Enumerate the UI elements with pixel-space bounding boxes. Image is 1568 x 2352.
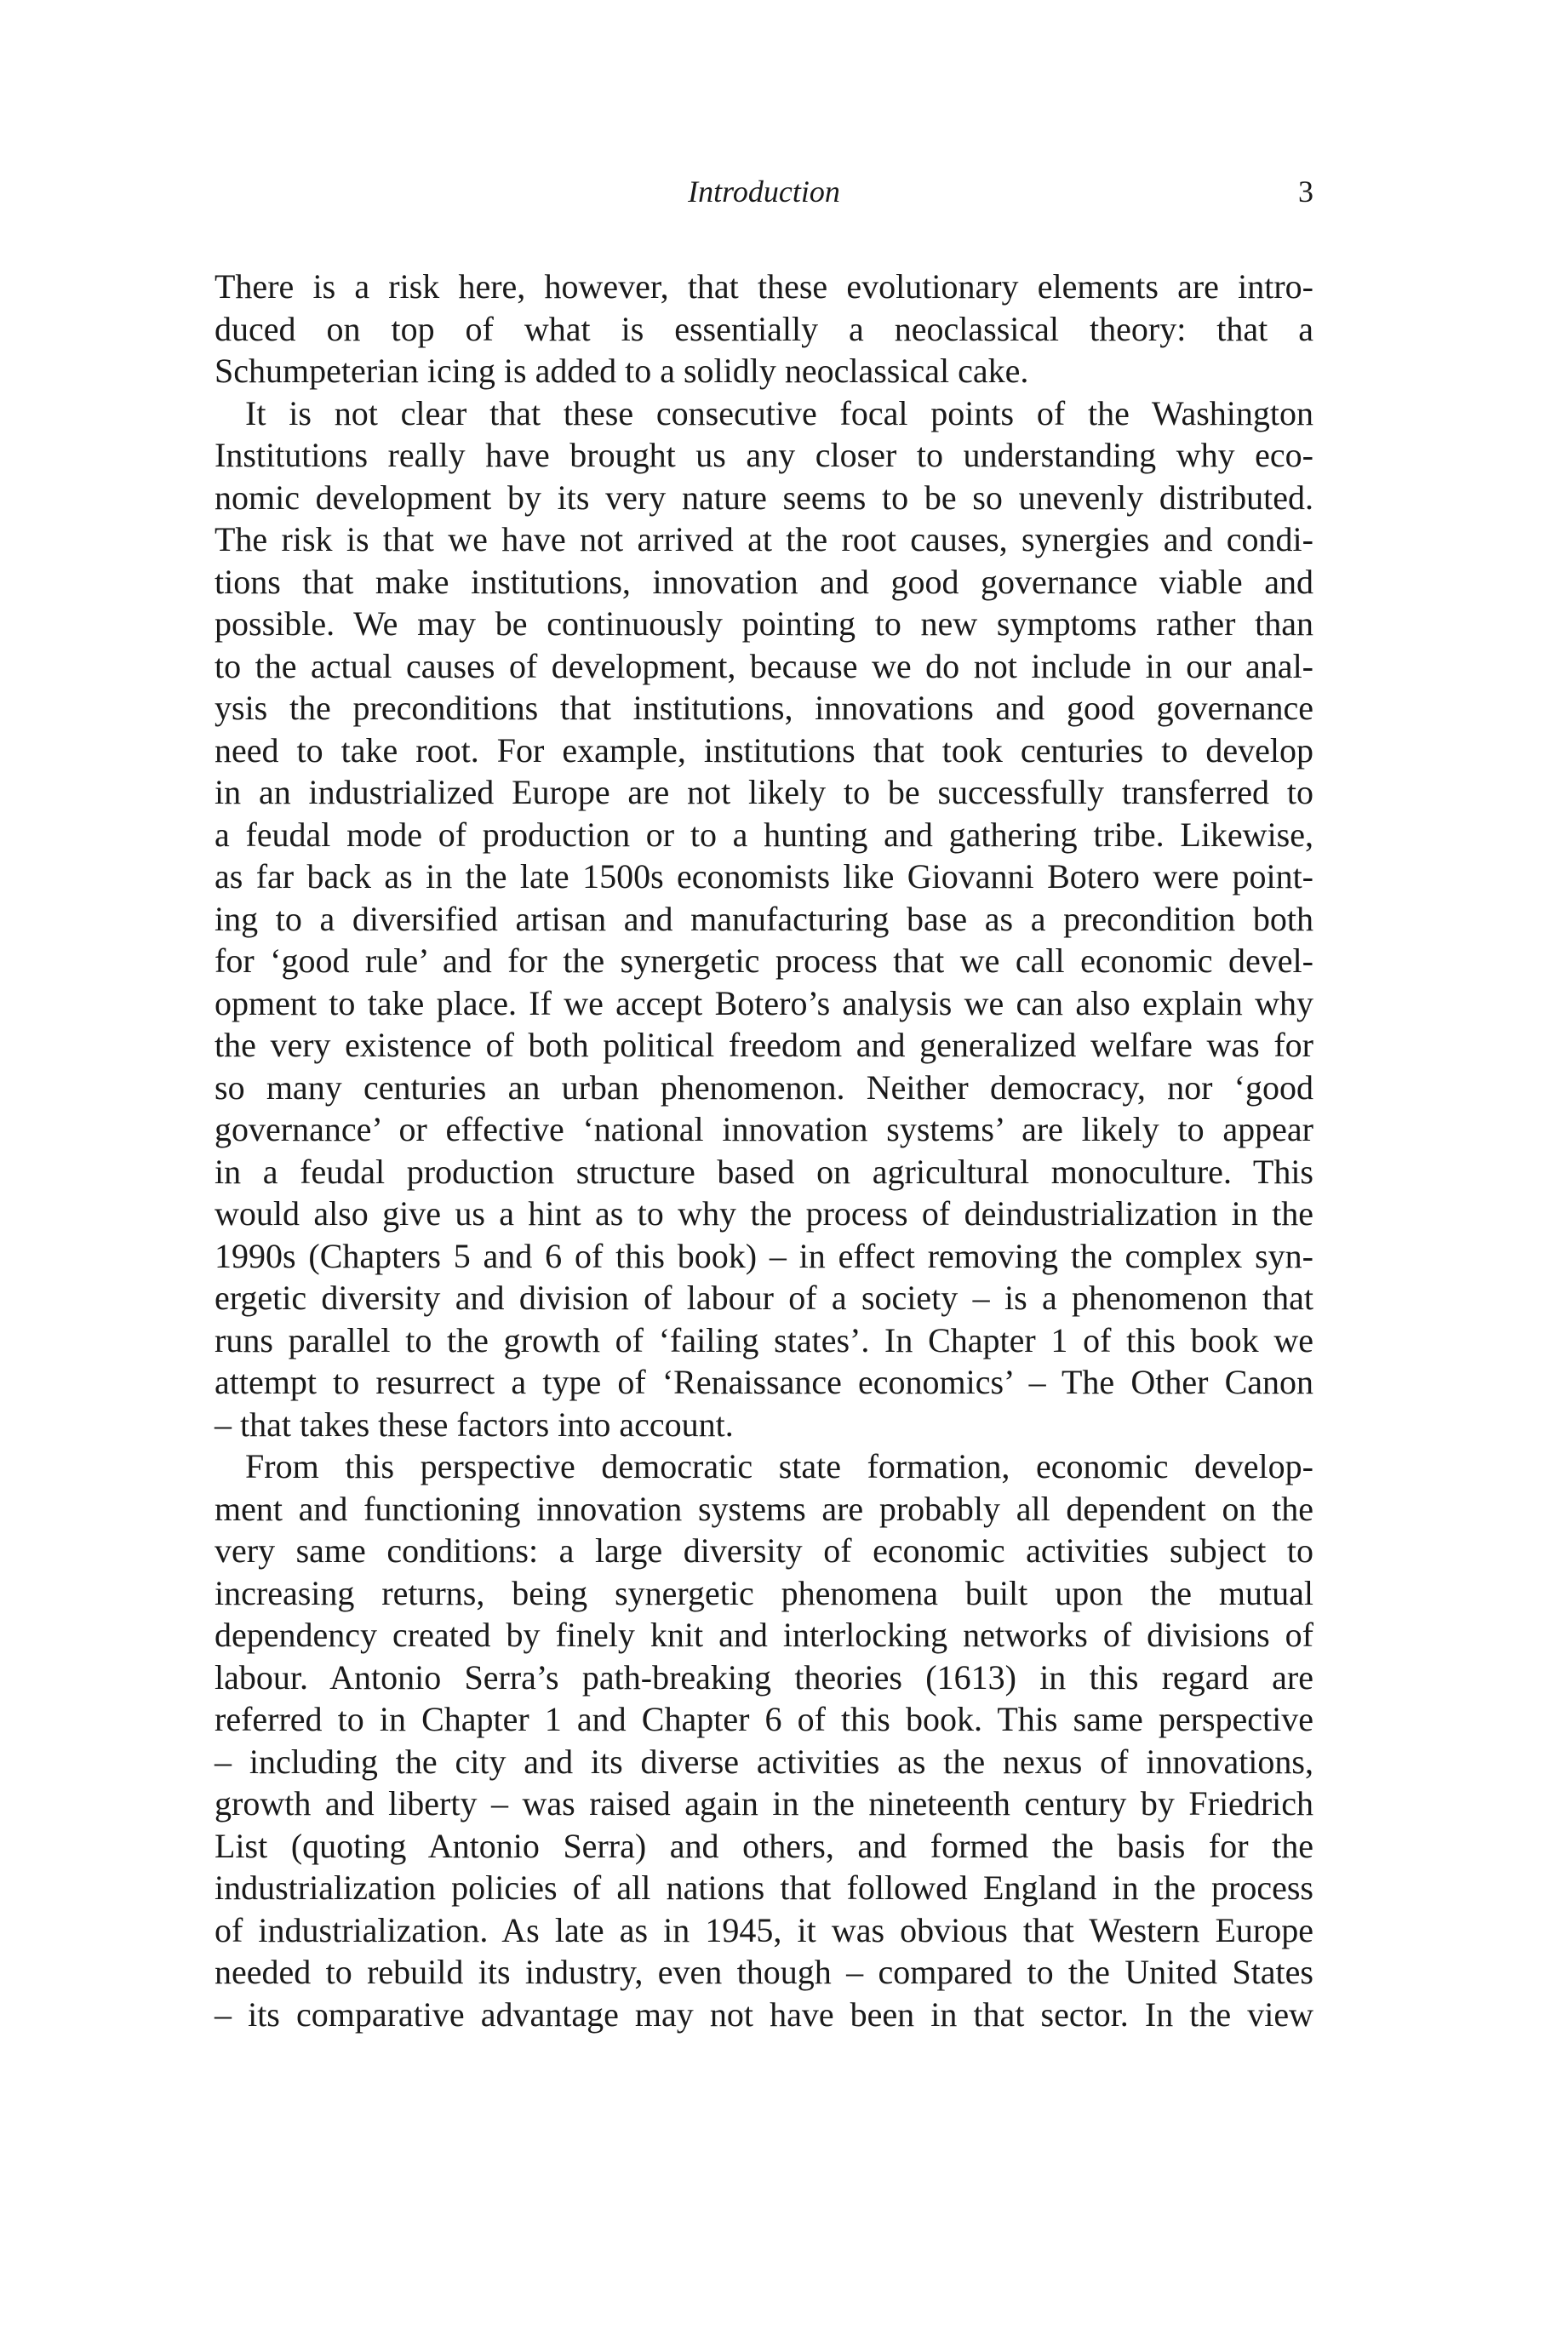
text-line: ysis the preconditions that institutions, innovations and good governance (215, 689, 1313, 727)
text-line: a feudal mode of production or to a hunting and gathering tribe. Likewise, (215, 815, 1313, 854)
text-line: increasing returns, being synergetic phenomena built upon the mutual (215, 1573, 1313, 1612)
text-line: growth and liberty – was raised again in the nineteenth century by Friedrich (215, 1784, 1313, 1823)
text-line: attempt to resurrect a type of ‘Renaissance economics’ – The Other Canon (215, 1363, 1313, 1401)
text-line: ergetic diversity and division of labour of a society – is a phenomenon that (215, 1279, 1313, 1317)
paragraph (215, 392, 1313, 1446)
text-line: to the actual causes of development, because we do not include in our anal- (215, 646, 1313, 685)
paragraph (215, 1445, 1313, 2035)
text-line: of industrialization. As late as in 1945, it was obvious that Western Europe (215, 1910, 1313, 1949)
text-line: It is not clear that these consecutive focal points of the Washington (245, 393, 1313, 432)
text-line: for ‘good rule’ and for the synergetic process that we call economic devel- (215, 941, 1313, 980)
text-line: From this perspective democratic state formation, economic develop- (245, 1447, 1313, 1485)
text-line: duced on top of what is essentially a neoclassical theory: that a (215, 309, 1313, 348)
text-line: – that takes these factors into account. (215, 1405, 734, 1444)
text-line: very same conditions: a large diversity of economic activities subject to (215, 1531, 1313, 1570)
text-line: industrialization policies of all nations that followed England in the process (215, 1868, 1313, 1907)
text-line: opment to take place. If we accept Botero’s analysis we can also explain why (215, 983, 1313, 1022)
running-head (215, 170, 1313, 213)
page-number: 3 (1298, 175, 1313, 209)
text-line: labour. Antonio Serra’s path-breaking theories (1613) in this regard are (215, 1657, 1313, 1697)
text-line: dependency created by finely knit and interlocking networks of divisions of (215, 1616, 1313, 1654)
text-line: referred to in Chapter 1 and Chapter 6 of this book. This same perspective (215, 1700, 1313, 1738)
text-line: governance’ or effective ‘national innovation systems’ are likely to appear (215, 1110, 1313, 1148)
text-line: – its comparative advantage may not have been in that sector. In the view (215, 1994, 1313, 2034)
text-line: so many centuries an urban phenomenon. Neither democracy, nor ‘good (215, 1067, 1313, 1107)
text-line: ment and functioning innovation systems are probably all dependent on the (215, 1489, 1313, 1528)
body-text (215, 266, 1313, 2035)
running-head-title: Introduction (688, 175, 840, 209)
paragraph (215, 266, 1313, 392)
text-line: 1990s (Chapters 5 and 6 of this book) – in effect removing the complex syn- (215, 1236, 1313, 1275)
text-line: need to take root. For example, institutions that took centuries to develop (215, 730, 1313, 770)
text-line: in an industrialized Europe are not likely to be successfully transferred to (215, 773, 1313, 811)
text-line: needed to rebuild its industry, even though – compared to the United States (215, 1953, 1313, 1991)
text-line: Schumpeterian icing is added to a solidly neoclassical cake. (215, 352, 1029, 390)
text-line: the very existence of both political freedom and generalized welfare was for (215, 1026, 1313, 1064)
text-line: Institutions really have brought us any closer to understanding why eco- (215, 436, 1313, 474)
text-line: ing to a diversified artisan and manufacturing base as a precondition both (215, 899, 1313, 938)
text-line: runs parallel to the growth of ‘failing states’. In Chapter 1 of this book we (215, 1320, 1313, 1359)
text-line: List (quoting Antonio Serra) and others, and formed the basis for the (215, 1826, 1313, 1865)
text-line: would also give us a hint as to why the process of deindustrialization in the (215, 1194, 1313, 1233)
text-line: – including the city and its diverse activities as the nexus of innovations, (215, 1742, 1313, 1781)
text-line: as far back as in the late 1500s economists like Giovanni Botero were point- (215, 857, 1313, 896)
text-line: possible. We may be continuously pointing to new symptoms rather than (215, 604, 1313, 643)
text-line: nomic development by its very nature seems to be so unevenly distributed. (215, 478, 1313, 517)
text-line: There is a risk here, however, that these evolutionary elements are intro- (215, 267, 1313, 306)
text-line: tions that make institutions, innovation and good governance viable and (215, 562, 1313, 601)
text-line: The risk is that we have not arrived at the root causes, synergies and condi- (215, 520, 1313, 558)
text-line: in a feudal production structure based on agricultural monoculture. This (215, 1152, 1313, 1191)
